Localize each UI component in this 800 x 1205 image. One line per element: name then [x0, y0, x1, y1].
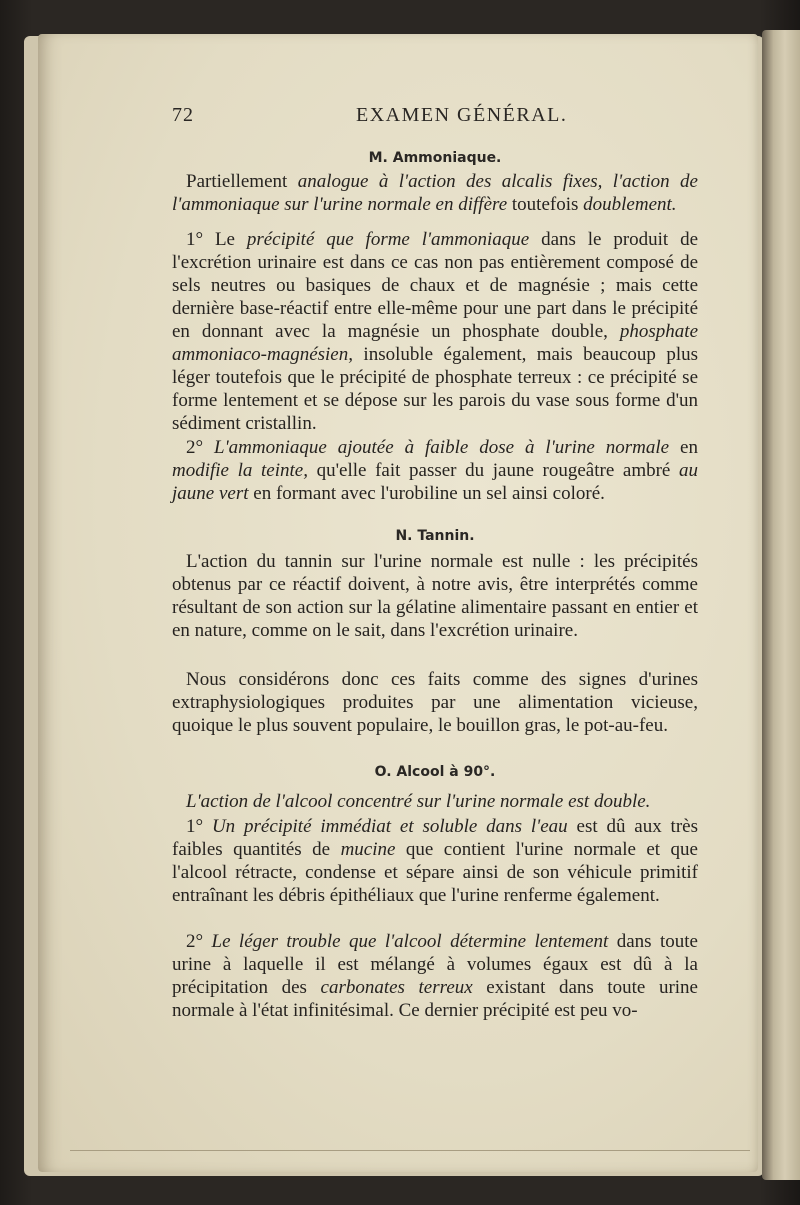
adjacent-page-edge	[762, 30, 800, 1180]
paragraph-tannin-1: L'action du tannin sur l'urine normale est nulle : les précipités obtenus par ce réactif doivent, à notre avis, être interprétés comme résultant de son action sur la gélatine alimentaire passant en entier et en nature, comme on le sait, dans l'excrétion urinaire.	[172, 551, 698, 641]
page-header	[172, 104, 698, 132]
paragraph-alcool-intro: L'action de l'alcool concentré sur l'urine normale est double.	[186, 791, 651, 812]
section-title-alcool: O. Alcool à 90°.	[374, 764, 496, 780]
page-bottom-rule	[70, 1150, 750, 1151]
paragraph-ammoniaque-intro: Partiellement analogue à l'action des alcalis fixes, l'action de l'ammoniaque sur l'urine normale en diffère toutefois doublement.	[172, 171, 698, 215]
paragraph-ammoniaque-2: 2° L'ammoniaque ajoutée à faible dose à l'urine normale en modifie la teinte, qu'elle fait passer du jaune rougeâtre ambré au jaune vert en formant avec l'urobiline un sel ainsi coloré.	[172, 437, 698, 504]
section-title-tannin: N. Tannin.	[395, 528, 475, 544]
paragraph-tannin-2: Nous considérons donc ces faits comme des signes d'urines extraphysiologiques produites par une alimentation vicieuse, quoique le plus souvent populaire, le bouillon gras, le pot-au-feu.	[172, 669, 698, 736]
paragraph-ammoniaque-1: 1° Le précipité que forme l'ammoniaque dans le produit de l'excrétion urinaire est dans ce cas non pas entièrement composé de sels neutres ou basiques de chaux et de magnésie ; mais cette dernière base-réactif entre elle-même pour une part dans le précipité en donnant avec la magnésie un phosphate double, phosphate ammoniaco-magnésien, insoluble également, mais beaucoup plus léger toutefois que le précipité de phosphate terreux : ce précipité se forme lentement et se dépose sur les parois du vase sous forme d'un sédiment cristallin.	[172, 229, 698, 434]
paragraph-alcool-1: 1° Un précipité immédiat et soluble dans l'eau est dû aux très faibles quantités de mucine que contient l'urine normale et que l'alcool rétracte, condense et sépare ainsi de son véhicule primitif entraînant les débris épithéliaux que l'urine renferme également.	[172, 816, 698, 906]
page-number: 72	[172, 104, 194, 126]
paragraph-alcool-2: 2° Le léger trouble que l'alcool détermine lentement dans toute urine à laquelle il est mélangé à volumes égaux est dû à la précipitation des carbonates terreux existant dans toute urine normale à l'état infinitésimal. Ce dernier précipité est peu vo-	[172, 931, 698, 1021]
section-title-ammoniaque: M. Ammoniaque.	[368, 150, 502, 166]
running-head: EXAMEN GÉNÉRAL.	[356, 104, 568, 126]
